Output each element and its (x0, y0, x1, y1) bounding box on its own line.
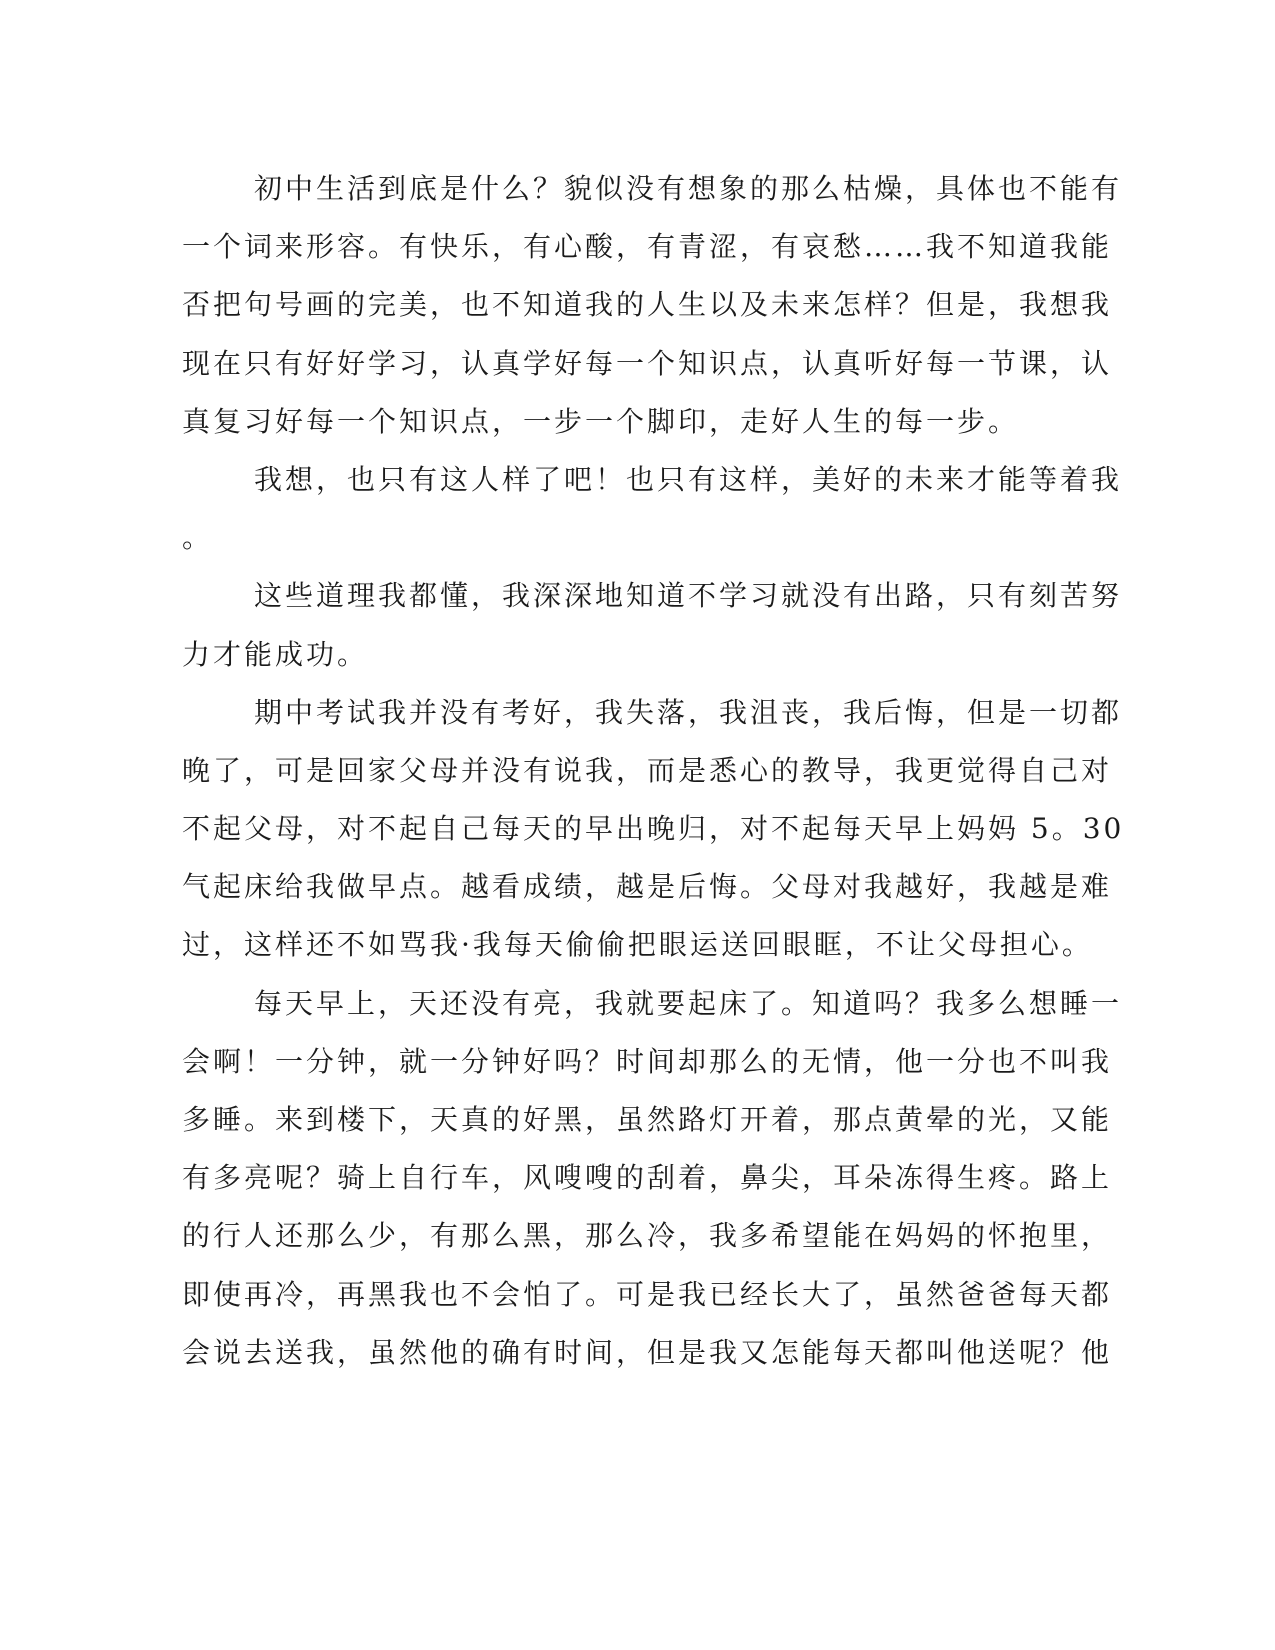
text-line: 不起父母，对不起自己每天的早出晚归，对不起每天早上妈妈 5。30 (182, 812, 1125, 846)
text-line: 真复习好每一个知识点，一步一个脚印，走好人生的每一步。 (182, 404, 1020, 438)
text-line: 初中生活到底是什么？貌似没有想象的那么枯燥，具体也不能有 (254, 172, 1123, 205)
text-line: 期中考试我并没有考好，我失落，我沮丧，我后悔，但是一切都 (254, 695, 1123, 729)
text-line: 我想，也只有这人样了吧！也只有这样，美好的未来才能等着我 (254, 462, 1123, 496)
text-line: 多睡。来到楼下，天真的好黑，虽然路灯开着，那点黄晕的光，又能 (182, 1103, 1113, 1136)
text-line: 力才能成功。 (182, 637, 369, 671)
text-line: 否把句号画的完美，也不知道我的人生以及未来怎样？但是，我想我 (182, 288, 1113, 322)
text-line: 。 (182, 521, 214, 555)
text-line: 的行人还那么少，有那么黑，那么冷，我多希望能在妈妈的怀抱里， (182, 1219, 1113, 1253)
text-line: 即使再冷，再黑我也不会怕了。可是我已经长大了，虽然爸爸每天都 (182, 1277, 1113, 1311)
text-line: 一个词来形容。有快乐，有心酸，有青涩，有哀愁……我不知道我能 (182, 230, 1113, 264)
text-line: 这些道理我都懂，我深深地知道不学习就没有出路，只有刻苦努 (254, 579, 1123, 613)
text-line: 过，这样还不如骂我·我每天偷偷把眼运送回眼眶，不让父母担心。 (182, 928, 1093, 962)
text-line: 每天早上，天还没有亮，我就要起床了。知道吗？我多么想睡一 (254, 986, 1123, 1020)
text-line: 现在只有好好学习，认真学好每一个知识点，认真听好每一节课，认 (182, 346, 1113, 380)
text-line: 会说去送我，虽然他的确有时间，但是我又怎能每天都叫他送呢？他 (182, 1335, 1113, 1369)
body-text (182, 160, 1125, 1382)
text-line: 会啊！一分钟，就一分钟好吗？时间却那么的无情，他一分也不叫我 (182, 1044, 1113, 1078)
text-line: 有多亮呢？骑上自行车，风嗖嗖的刮着，鼻尖，耳朵冻得生疼。路上 (182, 1161, 1113, 1195)
text-line: 气起床给我做早点。越看成绩，越是后悔。父母对我越好，我越是难 (182, 870, 1113, 904)
text-line: 晚了，可是回家父母并没有说我，而是悉心的教导，我更觉得自己对 (182, 753, 1113, 787)
